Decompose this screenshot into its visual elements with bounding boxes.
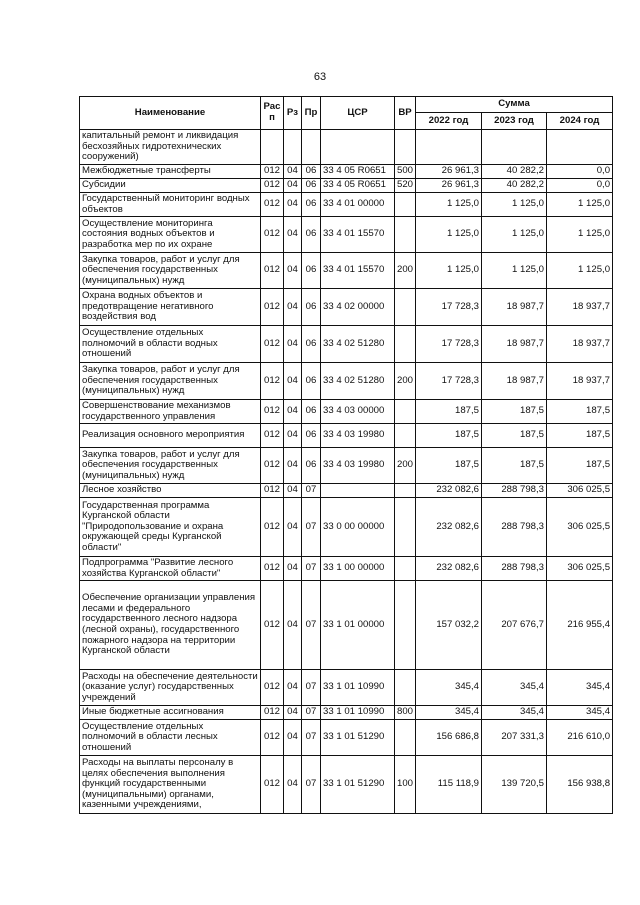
- cell-pr: 06: [302, 193, 321, 217]
- cell-vr: [395, 557, 416, 581]
- cell-rasp: 012: [261, 165, 284, 179]
- cell-amount-2022: 1 125,0: [416, 253, 482, 289]
- cell-pr: 06: [302, 326, 321, 363]
- cell-amount-2023: 288 798,3: [482, 498, 547, 557]
- cell-pr: 06: [302, 448, 321, 484]
- cell-rasp: 012: [261, 400, 284, 424]
- cell-name: Охрана водных объектов и предотвращение негативного воздействия вод: [80, 289, 261, 326]
- table-row: [80, 179, 613, 193]
- cell-name: Осуществление отдельных полномочий в области лесных отношений: [80, 720, 261, 756]
- cell-name: Реализация основного мероприятия: [80, 424, 261, 448]
- table-row: [80, 130, 613, 165]
- cell-rz: 04: [284, 193, 302, 217]
- cell-amount-2022: [416, 130, 482, 165]
- cell-amount-2023: 288 798,3: [482, 557, 547, 581]
- cell-rz: 04: [284, 448, 302, 484]
- cell-amount-2024: 18 937,7: [547, 289, 613, 326]
- cell-amount-2024: 306 025,5: [547, 557, 613, 581]
- cell-amount-2022: 187,5: [416, 400, 482, 424]
- cell-rz: 04: [284, 498, 302, 557]
- cell-vr: [395, 720, 416, 756]
- cell-pr: [302, 130, 321, 165]
- cell-amount-2023: 18 987,7: [482, 289, 547, 326]
- cell-rasp: 012: [261, 179, 284, 193]
- cell-amount-2023: 40 282,2: [482, 165, 547, 179]
- cell-name: Закупка товаров, работ и услуг для обеспечения государственных (муниципальных) нужд: [80, 448, 261, 484]
- table-row: [80, 289, 613, 326]
- cell-amount-2022: 17 728,3: [416, 326, 482, 363]
- cell-name: Осуществление отдельных полномочий в области водных отношений: [80, 326, 261, 363]
- header-rasp: Рас п: [261, 97, 284, 130]
- cell-amount-2023: 139 720,5: [482, 756, 547, 814]
- cell-amount-2022: 187,5: [416, 424, 482, 448]
- header-year-2024: 2024 год: [547, 113, 613, 130]
- cell-rz: 04: [284, 581, 302, 670]
- table-row: [80, 193, 613, 217]
- cell-csr: 33 4 02 00000: [321, 289, 395, 326]
- cell-pr: 07: [302, 498, 321, 557]
- cell-csr: 33 4 03 19980: [321, 448, 395, 484]
- cell-csr: 33 1 01 10990: [321, 706, 395, 720]
- cell-csr: 33 4 01 00000: [321, 193, 395, 217]
- cell-csr: 33 4 02 51280: [321, 363, 395, 400]
- table-row: [80, 363, 613, 400]
- cell-name: Закупка товаров, работ и услуг для обеспечения государственных (муниципальных) нужд: [80, 363, 261, 400]
- table-row: [80, 165, 613, 179]
- table-row: [80, 720, 613, 756]
- header-rz: Рз: [284, 97, 302, 130]
- cell-rz: 04: [284, 756, 302, 814]
- cell-vr: [395, 484, 416, 498]
- cell-vr: [395, 400, 416, 424]
- cell-pr: 06: [302, 217, 321, 253]
- cell-amount-2023: 345,4: [482, 706, 547, 720]
- table-row: [80, 424, 613, 448]
- cell-amount-2023: 18 987,7: [482, 363, 547, 400]
- cell-amount-2023: 288 798,3: [482, 484, 547, 498]
- cell-amount-2023: 18 987,7: [482, 326, 547, 363]
- table-row: [80, 581, 613, 670]
- cell-rz: 04: [284, 706, 302, 720]
- cell-amount-2024: 18 937,7: [547, 326, 613, 363]
- header-name: Наименование: [80, 97, 261, 130]
- cell-amount-2024: 345,4: [547, 670, 613, 706]
- cell-rz: 04: [284, 165, 302, 179]
- cell-amount-2024: 156 938,8: [547, 756, 613, 814]
- cell-pr: 06: [302, 289, 321, 326]
- cell-name: Расходы на выплаты персоналу в целях обеспечения выполнения функций государственными (муниципальными) органами, казенными учреждениями,: [80, 756, 261, 814]
- cell-rz: 04: [284, 217, 302, 253]
- cell-name: Субсидии: [80, 179, 261, 193]
- cell-pr: 07: [302, 581, 321, 670]
- cell-vr: 520: [395, 179, 416, 193]
- cell-rz: 04: [284, 179, 302, 193]
- header-vr: ВР: [395, 97, 416, 130]
- cell-rasp: 012: [261, 581, 284, 670]
- cell-amount-2024: 1 125,0: [547, 253, 613, 289]
- table-row: [80, 498, 613, 557]
- cell-csr: 33 4 05 R0651: [321, 165, 395, 179]
- cell-amount-2023: 207 676,7: [482, 581, 547, 670]
- cell-vr: [395, 498, 416, 557]
- cell-pr: 06: [302, 424, 321, 448]
- cell-amount-2023: 187,5: [482, 400, 547, 424]
- cell-rz: 04: [284, 670, 302, 706]
- cell-amount-2022: 17 728,3: [416, 289, 482, 326]
- cell-vr: [395, 289, 416, 326]
- cell-csr: 33 4 01 15570: [321, 217, 395, 253]
- cell-csr: 33 4 05 R0651: [321, 179, 395, 193]
- cell-rz: [284, 130, 302, 165]
- cell-rasp: 012: [261, 363, 284, 400]
- header-csr: ЦСР: [321, 97, 395, 130]
- cell-name: Государственный мониторинг водных объектов: [80, 193, 261, 217]
- table-row: [80, 670, 613, 706]
- cell-csr: 33 4 02 51280: [321, 326, 395, 363]
- cell-amount-2022: 187,5: [416, 448, 482, 484]
- header-pr: Пр: [302, 97, 321, 130]
- cell-csr: 33 4 01 15570: [321, 253, 395, 289]
- cell-amount-2023: 1 125,0: [482, 253, 547, 289]
- cell-amount-2023: 1 125,0: [482, 193, 547, 217]
- cell-rz: 04: [284, 363, 302, 400]
- cell-amount-2022: 232 082,6: [416, 557, 482, 581]
- cell-name: Обеспечение организации управления лесами и федерального государственного лесного надзора (лесной охраны), государственного пожарного надзора на территории Курганской области: [80, 581, 261, 670]
- cell-rz: 04: [284, 424, 302, 448]
- cell-rasp: 012: [261, 424, 284, 448]
- cell-csr: 33 0 00 00000: [321, 498, 395, 557]
- cell-vr: [395, 581, 416, 670]
- cell-rasp: 012: [261, 720, 284, 756]
- cell-amount-2023: 207 331,3: [482, 720, 547, 756]
- cell-csr: 33 1 00 00000: [321, 557, 395, 581]
- cell-amount-2024: 187,5: [547, 400, 613, 424]
- cell-amount-2022: 26 961,3: [416, 165, 482, 179]
- cell-amount-2024: [547, 130, 613, 165]
- cell-rasp: 012: [261, 498, 284, 557]
- cell-amount-2022: 232 082,6: [416, 484, 482, 498]
- cell-vr: [395, 217, 416, 253]
- cell-pr: 06: [302, 400, 321, 424]
- cell-amount-2022: 232 082,6: [416, 498, 482, 557]
- cell-rasp: 012: [261, 193, 284, 217]
- cell-csr: [321, 484, 395, 498]
- cell-rasp: 012: [261, 756, 284, 814]
- header-year-2022: 2022 год: [416, 113, 482, 130]
- cell-rasp: 012: [261, 557, 284, 581]
- cell-pr: 07: [302, 557, 321, 581]
- cell-name: Подпрограмма "Развитие лесного хозяйства Курганской области": [80, 557, 261, 581]
- cell-vr: [395, 193, 416, 217]
- cell-amount-2022: 17 728,3: [416, 363, 482, 400]
- cell-vr: 800: [395, 706, 416, 720]
- cell-amount-2024: 306 025,5: [547, 484, 613, 498]
- cell-vr: [395, 424, 416, 448]
- budget-table: [79, 96, 613, 814]
- cell-amount-2023: [482, 130, 547, 165]
- cell-csr: 33 4 03 19980: [321, 424, 395, 448]
- cell-csr: 33 1 01 00000: [321, 581, 395, 670]
- cell-name: Осуществление мониторинга состояния водных объектов и разработка мер по их охране: [80, 217, 261, 253]
- cell-vr: [395, 326, 416, 363]
- cell-vr: 500: [395, 165, 416, 179]
- cell-rz: 04: [284, 557, 302, 581]
- cell-amount-2022: 345,4: [416, 706, 482, 720]
- cell-vr: 200: [395, 363, 416, 400]
- page-number: 63: [313, 71, 327, 83]
- cell-amount-2022: 345,4: [416, 670, 482, 706]
- cell-pr: 06: [302, 179, 321, 193]
- cell-pr: 06: [302, 363, 321, 400]
- table-row: [80, 706, 613, 720]
- cell-vr: 200: [395, 448, 416, 484]
- cell-rasp: 012: [261, 326, 284, 363]
- cell-pr: 06: [302, 165, 321, 179]
- cell-name: Закупка товаров, работ и услуг для обеспечения государственных (муниципальных) нужд: [80, 253, 261, 289]
- cell-amount-2024: 18 937,7: [547, 363, 613, 400]
- table-row: [80, 400, 613, 424]
- cell-vr: 200: [395, 253, 416, 289]
- cell-amount-2022: 115 118,9: [416, 756, 482, 814]
- cell-rasp: [261, 130, 284, 165]
- cell-csr: 33 1 01 51290: [321, 756, 395, 814]
- header-sum: Сумма: [416, 97, 613, 113]
- cell-pr: 07: [302, 720, 321, 756]
- cell-amount-2024: 216 610,0: [547, 720, 613, 756]
- cell-rz: 04: [284, 253, 302, 289]
- cell-amount-2022: 1 125,0: [416, 193, 482, 217]
- cell-rz: 04: [284, 720, 302, 756]
- cell-csr: [321, 130, 395, 165]
- cell-pr: 07: [302, 756, 321, 814]
- cell-name: Государственная программа Курганской области "Природопользование и охрана окружающей среды Курганской области": [80, 498, 261, 557]
- cell-vr: 100: [395, 756, 416, 814]
- cell-rz: 04: [284, 326, 302, 363]
- cell-csr: 33 1 01 51290: [321, 720, 395, 756]
- cell-amount-2023: 187,5: [482, 448, 547, 484]
- cell-amount-2024: 306 025,5: [547, 498, 613, 557]
- cell-csr: 33 1 01 10990: [321, 670, 395, 706]
- cell-rasp: 012: [261, 484, 284, 498]
- cell-csr: 33 4 03 00000: [321, 400, 395, 424]
- cell-rasp: 012: [261, 706, 284, 720]
- cell-amount-2024: 187,5: [547, 448, 613, 484]
- header-year-2023: 2023 год: [482, 113, 547, 130]
- cell-name: Иные бюджетные ассигнования: [80, 706, 261, 720]
- table-row: [80, 217, 613, 253]
- table-row: [80, 557, 613, 581]
- cell-amount-2022: 157 032,2: [416, 581, 482, 670]
- cell-pr: 07: [302, 484, 321, 498]
- cell-rasp: 012: [261, 217, 284, 253]
- cell-name: Расходы на обеспечение деятельности (оказание услуг) государственных учреждений: [80, 670, 261, 706]
- cell-rasp: 012: [261, 670, 284, 706]
- cell-name: Лесное хозяйство: [80, 484, 261, 498]
- cell-rasp: 012: [261, 253, 284, 289]
- cell-amount-2024: 216 955,4: [547, 581, 613, 670]
- cell-amount-2023: 1 125,0: [482, 217, 547, 253]
- cell-amount-2024: 187,5: [547, 424, 613, 448]
- cell-rasp: 012: [261, 448, 284, 484]
- cell-amount-2024: 1 125,0: [547, 193, 613, 217]
- cell-rz: 04: [284, 484, 302, 498]
- cell-rasp: 012: [261, 289, 284, 326]
- cell-name: капитальный ремонт и ликвидация бесхозяйных гидротехнических сооружений): [80, 130, 261, 165]
- cell-amount-2024: 0,0: [547, 179, 613, 193]
- cell-pr: 07: [302, 670, 321, 706]
- cell-vr: [395, 130, 416, 165]
- cell-vr: [395, 670, 416, 706]
- table-row: [80, 253, 613, 289]
- table-row: [80, 756, 613, 814]
- table-row: [80, 326, 613, 363]
- cell-name: Совершенствование механизмов государственного управления: [80, 400, 261, 424]
- cell-amount-2023: 40 282,2: [482, 179, 547, 193]
- cell-amount-2024: 0,0: [547, 165, 613, 179]
- cell-amount-2022: 26 961,3: [416, 179, 482, 193]
- cell-rz: 04: [284, 400, 302, 424]
- cell-amount-2022: 156 686,8: [416, 720, 482, 756]
- cell-amount-2023: 345,4: [482, 670, 547, 706]
- cell-amount-2024: 345,4: [547, 706, 613, 720]
- cell-amount-2024: 1 125,0: [547, 217, 613, 253]
- cell-name: Межбюджетные трансферты: [80, 165, 261, 179]
- table-row: [80, 484, 613, 498]
- cell-pr: 06: [302, 253, 321, 289]
- cell-pr: 07: [302, 706, 321, 720]
- cell-rz: 04: [284, 289, 302, 326]
- table-row: [80, 448, 613, 484]
- cell-amount-2022: 1 125,0: [416, 217, 482, 253]
- cell-amount-2023: 187,5: [482, 424, 547, 448]
